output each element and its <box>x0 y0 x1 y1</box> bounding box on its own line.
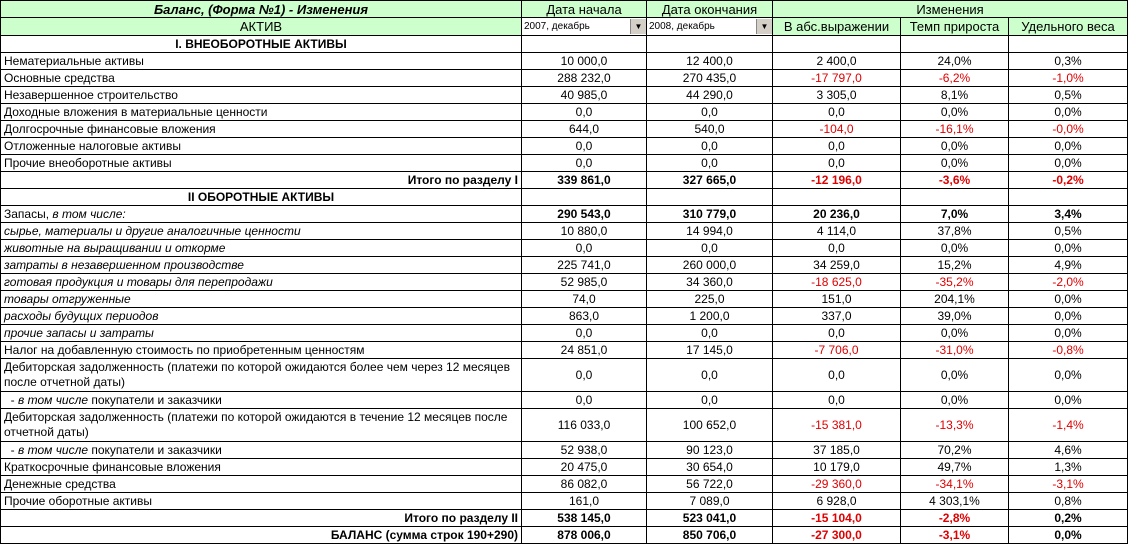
rate-value: 49,7% <box>901 459 1009 476</box>
abs-value: 20 236,0 <box>773 206 901 223</box>
weight-value: 0,3% <box>1009 53 1128 70</box>
row-label <box>1 459 522 476</box>
abs-value: 151,0 <box>773 291 901 308</box>
weight-value: 0,5% <box>1009 87 1128 104</box>
label-text: прочие запасы и затраты <box>4 325 154 340</box>
empty-cell <box>1009 189 1128 206</box>
abs-value: -29 360,0 <box>773 476 901 493</box>
empty-cell <box>901 189 1009 206</box>
empty-cell <box>1009 36 1128 53</box>
row-label <box>1 206 522 223</box>
rate-value: 7,0% <box>901 206 1009 223</box>
label-prefix: - <box>4 442 18 457</box>
end-value: 100 652,0 <box>647 409 773 442</box>
section-title: I. ВНЕОБОРОТНЫЕ АКТИВЫ <box>1 36 522 53</box>
table-row <box>1 223 1128 240</box>
start-value: 878 006,0 <box>522 527 647 544</box>
start-value: 644,0 <box>522 121 647 138</box>
start-value: 0,0 <box>522 359 647 392</box>
weight-value: 0,0% <box>1009 359 1128 392</box>
start-value: 86 082,0 <box>522 476 647 493</box>
weight-value: 0,0% <box>1009 104 1128 121</box>
rate-value: -3,6% <box>901 172 1009 189</box>
weight-value: 3,4% <box>1009 206 1128 223</box>
weight-value: -2,0% <box>1009 274 1128 291</box>
abs-value: -15 381,0 <box>773 409 901 442</box>
dropdown-arrow-icon[interactable]: ▼ <box>630 19 646 34</box>
weight-value: 0,0% <box>1009 138 1128 155</box>
start-value: 74,0 <box>522 291 647 308</box>
end-value: 30 654,0 <box>647 459 773 476</box>
table-row <box>1 359 1128 392</box>
abs-value: 0,0 <box>773 325 901 342</box>
label-text: Доходные вложения в материальные ценности <box>4 104 268 119</box>
abs-value: 10 179,0 <box>773 459 901 476</box>
rate-value: 204,1% <box>901 291 1009 308</box>
start-value: 0,0 <box>522 155 647 172</box>
empty-cell <box>522 189 647 206</box>
table-row <box>1 138 1128 155</box>
end-value: 56 722,0 <box>647 476 773 493</box>
abs-value: -7 706,0 <box>773 342 901 359</box>
rate-value: 4 303,1% <box>901 493 1009 510</box>
weight-value: 0,5% <box>1009 223 1128 240</box>
end-value: 7 089,0 <box>647 493 773 510</box>
row-label <box>1 53 522 70</box>
rate-value: -13,3% <box>901 409 1009 442</box>
label-text: Отложенные налоговые активы <box>4 138 181 153</box>
weight-value: -0,0% <box>1009 121 1128 138</box>
table-row <box>1 206 1128 223</box>
label-text: Нематериальные активы <box>4 53 144 68</box>
rate-value: -16,1% <box>901 121 1009 138</box>
label-text: товары отгруженные <box>4 291 131 306</box>
row-label <box>1 138 522 155</box>
rate-value: 0,0% <box>901 155 1009 172</box>
label-text: Прочие внеоборотные активы <box>4 155 172 170</box>
rate-value: 15,2% <box>901 257 1009 274</box>
label-text: Основные средства <box>4 70 115 85</box>
abs-value: 0,0 <box>773 155 901 172</box>
end-value: 523 041,0 <box>647 510 773 527</box>
abs-value: 0,0 <box>773 359 901 392</box>
weight-value: 1,3% <box>1009 459 1128 476</box>
row-label <box>1 342 522 359</box>
row-label <box>1 409 522 442</box>
start-value: 0,0 <box>522 240 647 257</box>
weight-value: 0,0% <box>1009 527 1128 544</box>
weight-header: Удельного веса <box>1009 18 1128 36</box>
empty-cell <box>647 36 773 53</box>
table-row <box>1 459 1128 476</box>
start-value: 290 543,0 <box>522 206 647 223</box>
table-row <box>1 274 1128 291</box>
rate-value: -34,1% <box>901 476 1009 493</box>
rate-value: -2,8% <box>901 510 1009 527</box>
abs-value: 2 400,0 <box>773 53 901 70</box>
start-value: 288 232,0 <box>522 70 647 87</box>
label-text: расходы будущих периодов <box>4 308 159 323</box>
label-text: Запасы, <box>4 206 50 221</box>
row-label <box>1 274 522 291</box>
table-row <box>1 240 1128 257</box>
row-label <box>1 493 522 510</box>
start-value: 10 880,0 <box>522 223 647 240</box>
report-title: Баланс, (Форма №1) - Изменения <box>1 1 522 18</box>
end-value: 540,0 <box>647 121 773 138</box>
total-row-2 <box>1 510 1128 527</box>
end-value: 270 435,0 <box>647 70 773 87</box>
start-value: 339 861,0 <box>522 172 647 189</box>
abs-value: 34 259,0 <box>773 257 901 274</box>
start-value: 24 851,0 <box>522 342 647 359</box>
abs-value: -18 625,0 <box>773 274 901 291</box>
row-label <box>1 70 522 87</box>
date-start-header: Дата начала <box>522 1 647 18</box>
abs-value: -15 104,0 <box>773 510 901 527</box>
table-row <box>1 121 1128 138</box>
rate-value: 37,8% <box>901 223 1009 240</box>
label-text: Дебиторская задолженность (платежи по которой ожидаются более чем через 12 месяцев после отчетной даты) <box>4 360 514 389</box>
weight-value: 0,0% <box>1009 155 1128 172</box>
start-value: 225 741,0 <box>522 257 647 274</box>
rate-value: -6,2% <box>901 70 1009 87</box>
label-text: Дебиторская задолженность (платежи по которой ожидаются в течение 12 месяцев после отчетной даты) <box>4 410 511 439</box>
total-row-1 <box>1 172 1128 189</box>
row-label <box>1 476 522 493</box>
weight-value: 0,0% <box>1009 240 1128 257</box>
start-value: 0,0 <box>522 104 647 121</box>
rate-value: -31,0% <box>901 342 1009 359</box>
start-value: 20 475,0 <box>522 459 647 476</box>
rate-value: 0,0% <box>901 138 1009 155</box>
row-label <box>1 172 522 189</box>
date-end-header: Дата окончания <box>647 1 773 18</box>
empty-cell <box>522 36 647 53</box>
label-italic: в том числе <box>18 392 89 407</box>
end-value: 0,0 <box>647 325 773 342</box>
end-period-value: 2008, декабрь <box>649 21 715 32</box>
rate-value: 0,0% <box>901 359 1009 392</box>
rate-value: 8,1% <box>901 87 1009 104</box>
end-value: 14 994,0 <box>647 223 773 240</box>
table-row <box>1 291 1128 308</box>
start-value: 0,0 <box>522 138 647 155</box>
weight-value: 4,6% <box>1009 442 1128 459</box>
table-row <box>1 409 1128 442</box>
start-value: 538 145,0 <box>522 510 647 527</box>
row-label <box>1 121 522 138</box>
weight-value: 0,0% <box>1009 392 1128 409</box>
label-italic: в том числе: <box>49 206 126 221</box>
label-text: сырье, материалы и другие аналогичные ценности <box>4 223 301 238</box>
rate-value: 0,0% <box>901 240 1009 257</box>
label-text: животные на выращивании и откорме <box>4 240 226 255</box>
dropdown-arrow-icon[interactable]: ▼ <box>756 19 772 34</box>
end-value: 0,0 <box>647 359 773 392</box>
abs-value: 4 114,0 <box>773 223 901 240</box>
end-value: 0,0 <box>647 104 773 121</box>
row-label <box>1 442 522 459</box>
row-label <box>1 510 522 527</box>
rate-value: 0,0% <box>901 392 1009 409</box>
abs-value: 37 185,0 <box>773 442 901 459</box>
rate-value: -3,1% <box>901 527 1009 544</box>
table-row <box>1 325 1128 342</box>
row-label <box>1 257 522 274</box>
abs-value: 0,0 <box>773 104 901 121</box>
label-text: Долгосрочные финансовые вложения <box>4 121 216 136</box>
start-value: 0,0 <box>522 325 647 342</box>
abs-value: 0,0 <box>773 392 901 409</box>
label-text: Незавершенное строительство <box>4 87 178 102</box>
header-row-1 <box>1 1 1128 18</box>
abs-value: 337,0 <box>773 308 901 325</box>
table-row <box>1 476 1128 493</box>
table-row <box>1 308 1128 325</box>
start-value: 52 938,0 <box>522 442 647 459</box>
label-text: Краткосрочные финансовые вложения <box>4 459 221 474</box>
rate-value: 39,0% <box>901 308 1009 325</box>
empty-cell <box>773 36 901 53</box>
end-value: 12 400,0 <box>647 53 773 70</box>
label-text: покупатели и заказчики <box>88 442 222 457</box>
start-value: 10 000,0 <box>522 53 647 70</box>
label-italic: в том числе <box>18 442 89 457</box>
end-value: 0,0 <box>647 240 773 257</box>
table-row <box>1 342 1128 359</box>
row-label <box>1 223 522 240</box>
row-label <box>1 325 522 342</box>
row-label <box>1 291 522 308</box>
end-value: 850 706,0 <box>647 527 773 544</box>
weight-value: 0,8% <box>1009 493 1128 510</box>
end-value: 260 000,0 <box>647 257 773 274</box>
start-value: 52 985,0 <box>522 274 647 291</box>
abs-value: 0,0 <box>773 240 901 257</box>
label-text: Прочие оборотные активы <box>4 493 152 508</box>
weight-value: -0,2% <box>1009 172 1128 189</box>
table-row <box>1 442 1128 459</box>
abs-value: 0,0 <box>773 138 901 155</box>
weight-value: 0,2% <box>1009 510 1128 527</box>
weight-value: -3,1% <box>1009 476 1128 493</box>
table-row <box>1 70 1128 87</box>
end-value: 17 145,0 <box>647 342 773 359</box>
table-row <box>1 87 1128 104</box>
end-value: 0,0 <box>647 155 773 172</box>
label-text: Итого по разделу II <box>404 510 518 525</box>
abs-value: -12 196,0 <box>773 172 901 189</box>
end-period-select[interactable] <box>647 18 773 36</box>
end-value: 0,0 <box>647 392 773 409</box>
rate-value: 24,0% <box>901 53 1009 70</box>
abs-value: -27 300,0 <box>773 527 901 544</box>
changes-header: Изменения <box>773 1 1128 18</box>
rate-value: 0,0% <box>901 325 1009 342</box>
section-title: II ОБОРОТНЫЕ АКТИВЫ <box>1 189 522 206</box>
start-value: 116 033,0 <box>522 409 647 442</box>
rate-value: -35,2% <box>901 274 1009 291</box>
start-period-select[interactable] <box>522 18 647 36</box>
rate-value: 0,0% <box>901 104 1009 121</box>
label-text: Налог на добавленную стоимость по приобретенным ценностям <box>4 342 365 357</box>
end-value: 225,0 <box>647 291 773 308</box>
label-text: БАЛАНС (сумма строк 190+290) <box>330 527 518 542</box>
end-value: 0,0 <box>647 138 773 155</box>
abs-value: -104,0 <box>773 121 901 138</box>
rate-header: Темп прироста <box>901 18 1009 36</box>
abs-value: -17 797,0 <box>773 70 901 87</box>
start-value: 0,0 <box>522 392 647 409</box>
label-text: готовая продукция и товары для перепродажи <box>4 274 273 289</box>
row-label <box>1 87 522 104</box>
weight-value: 0,0% <box>1009 291 1128 308</box>
label-text: Итого по разделу I <box>407 172 518 187</box>
table-row <box>1 155 1128 172</box>
weight-value: -0,8% <box>1009 342 1128 359</box>
table-row <box>1 53 1128 70</box>
start-value: 40 985,0 <box>522 87 647 104</box>
section-2-row <box>1 189 1128 206</box>
row-label <box>1 527 522 544</box>
end-value: 44 290,0 <box>647 87 773 104</box>
row-label <box>1 240 522 257</box>
end-value: 327 665,0 <box>647 172 773 189</box>
empty-cell <box>901 36 1009 53</box>
start-value: 161,0 <box>522 493 647 510</box>
row-label <box>1 104 522 121</box>
label-text: затраты в незавершенном производстве <box>4 257 244 272</box>
table-row <box>1 257 1128 274</box>
table-row <box>1 104 1128 121</box>
empty-cell <box>773 189 901 206</box>
aktiv-header: АКТИВ <box>1 18 522 36</box>
abs-value: 3 305,0 <box>773 87 901 104</box>
header-row-2 <box>1 18 1128 36</box>
row-label <box>1 155 522 172</box>
empty-cell <box>647 189 773 206</box>
weight-value: -1,0% <box>1009 70 1128 87</box>
row-label <box>1 359 522 392</box>
row-label <box>1 308 522 325</box>
table-row <box>1 493 1128 510</box>
weight-value: 4,9% <box>1009 257 1128 274</box>
table-row <box>1 392 1128 409</box>
label-text: покупатели и заказчики <box>88 392 222 407</box>
start-value: 863,0 <box>522 308 647 325</box>
balance-row <box>1 527 1128 544</box>
end-value: 34 360,0 <box>647 274 773 291</box>
weight-value: -1,4% <box>1009 409 1128 442</box>
weight-value: 0,0% <box>1009 325 1128 342</box>
weight-value: 0,0% <box>1009 308 1128 325</box>
abs-value: 6 928,0 <box>773 493 901 510</box>
rate-value: 70,2% <box>901 442 1009 459</box>
end-value: 90 123,0 <box>647 442 773 459</box>
label-prefix: - <box>4 392 18 407</box>
end-value: 310 779,0 <box>647 206 773 223</box>
abs-header: В абс.выражении <box>773 18 901 36</box>
end-value: 1 200,0 <box>647 308 773 325</box>
label-text: Денежные средства <box>4 476 116 491</box>
section-1-row <box>1 36 1128 53</box>
start-period-value: 2007, декабрь <box>524 21 590 32</box>
row-label <box>1 392 522 409</box>
